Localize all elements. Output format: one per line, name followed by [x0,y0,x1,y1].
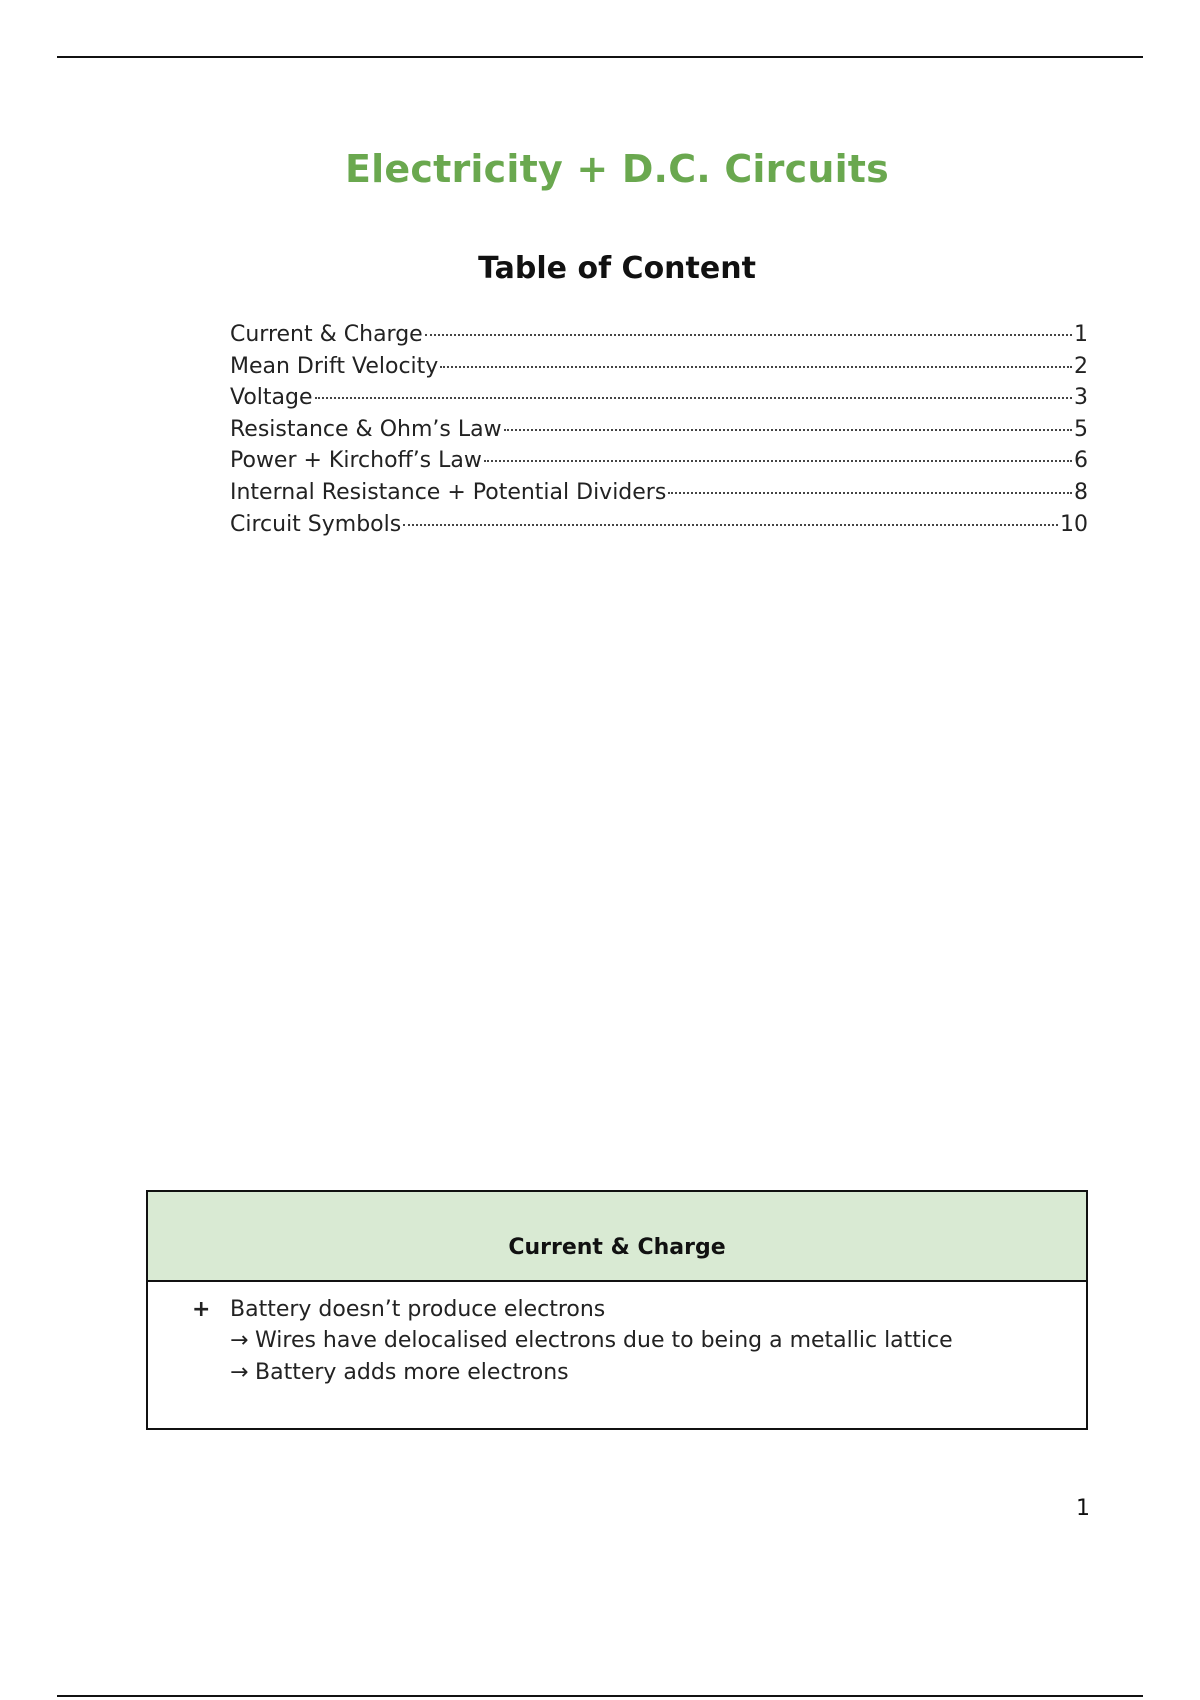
toc-entry[interactable] [230,448,1088,480]
sub-point-text: Wires have delocalised electrons due to being a metallic lattice [255,1328,953,1353]
toc-dot-leader [403,524,1058,526]
document-title: Electricity + D.C. Circuits [345,147,889,191]
toc-entry[interactable] [230,385,1088,417]
sub-point [148,1325,1086,1357]
toc-entry-label: Internal Resistance + Potential Dividers [230,479,667,505]
toc-entry-label: Resistance & Ohm’s Law [230,416,502,442]
toc-dot-leader [484,460,1072,462]
toc-entry-page: 5 [1074,416,1088,442]
toc-dot-leader [504,429,1072,431]
toc-entry[interactable] [230,417,1088,449]
toc-entry[interactable] [230,512,1088,544]
section-body [148,1282,1086,1389]
toc-entry-page: 2 [1074,353,1088,379]
sub-point-text: Battery adds more electrons [255,1360,569,1385]
toc-entry-label: Voltage [230,385,313,411]
section-table [146,1190,1088,1430]
toc-dot-leader [425,334,1072,336]
toc-entry-page: 6 [1074,448,1088,474]
bottom-rule [57,1695,1143,1697]
toc-entry-page: 3 [1074,385,1088,411]
sub-point [148,1357,1086,1389]
toc-heading: Table of Content [478,251,756,286]
table-of-contents [230,322,1088,543]
section-header [148,1192,1086,1282]
toc-entry[interactable] [230,322,1088,354]
toc-entry-label: Mean Drift Velocity [230,353,439,379]
toc-dot-leader [440,366,1072,368]
section-heading: Current & Charge [508,1235,726,1260]
arrow-right-icon: → [230,1360,249,1385]
toc-entry-page: 8 [1074,479,1088,505]
toc-entry-label: Power + Kirchoff’s Law [230,448,482,474]
arrow-right-icon: → [230,1328,249,1353]
toc-entry[interactable] [230,480,1088,512]
toc-entry-label: Current & Charge [230,322,423,347]
toc-dot-leader [315,397,1072,399]
toc-entry-label: Circuit Symbols [230,511,402,537]
toc-dot-leader [668,492,1072,494]
bullet-item [148,1294,1086,1325]
toc-entry-page: 1 [1074,322,1088,347]
toc-entry-page: 10 [1060,511,1088,537]
toc-entry[interactable] [230,354,1088,386]
page-number: 1 [1076,1496,1090,1521]
top-rule [57,56,1143,58]
bullet-text: Battery doesn’t produce electrons [230,1297,606,1322]
plus-bullet-icon: + [192,1297,211,1322]
